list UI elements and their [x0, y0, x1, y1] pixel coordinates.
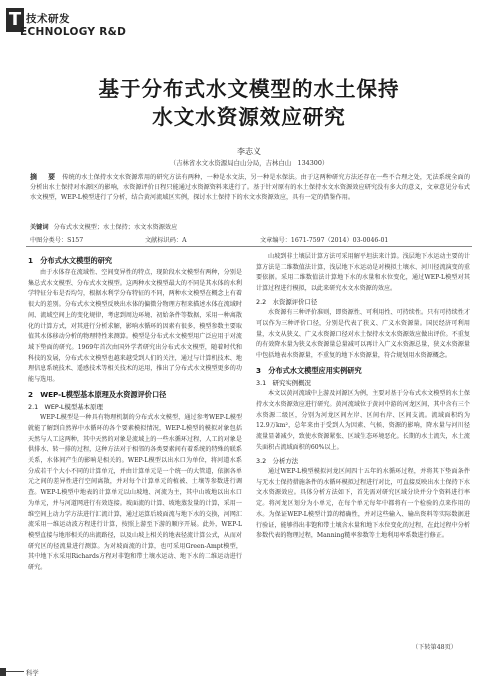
author-affiliation: （吉林省水文水资源局白山分局，吉林白山 134300） — [169, 159, 329, 167]
document-code: 文献标识码：A — [145, 237, 187, 244]
journal-header — [0, 0, 498, 40]
article-number: 文章编号：1671-7597（2014）03-0046-01 — [260, 237, 389, 244]
right-column — [256, 252, 470, 542]
subsection-heading-2-2: 2.2 水资源评价口径 — [256, 297, 318, 306]
section-heading-3: 3 分布式水文模型应用实例研究 — [256, 365, 362, 375]
keywords — [30, 222, 470, 231]
article-meta — [30, 235, 470, 244]
paragraph: 由于水体存在流域性、空间变异性的特点，现阶段水文模型有两种，分别是集总式水文模型、分布式水文模型。这两种水文模型最大的不同是其水体的水利学特征分布是否均匀，根据水利学分布特征的不同，两种水文模型在概念上有着很大的差别。分布式水文模型反映出水体的偏微分物理方程来描述水体在流域时间、流域空间上的变化规律，考虑到周边环境、初始条件等数据，采用一种离散化的计算方式，对其进行分析求解，影响水循环的因素有很多，模型参数主要取值其水体移动分析的物理特性来测算。模型是分布式水文模型用广泛应用于对流域下垫面的研究。1969年首次由国外学者研究出分布式水文模型，随着时代和科技的发展，分布式水文模型也越来越受到人们的关注，通过与计算机技术、地理信息系统技术、遥感技术等相关技术的运用，推出了分布式水文模型更多的功能与选用。 — [28, 269, 242, 384]
paragraph: 本文以黄河流域中上游及河源区为例，主要对基于分布式水文模型的水土保持水文水资源效应进行研究。黄河流域位于黄河中游的河龙区间，其中含有三个水资源二级区，分别为河龙区间左岸、区间右岸、区间支流。流域面积约为12.9万km²，总年来由于受到人为因素、气候、资源的影响，降水量与河川径流量显著减少，致使水资源紧张、区域生态环境恶化。长期的水土流失，水土流失面积占流域面积的60%以上。 — [256, 390, 470, 451]
clc-number: 中图分类号：S157 — [30, 237, 84, 244]
article-title-line2: 水文水资源效应研究 — [152, 105, 346, 129]
subsection-heading-3-2: 3.2 分析方法 — [256, 456, 299, 465]
subsection-heading-2-1: 2.1 WEP-L模型基本原理 — [28, 402, 103, 411]
paragraph: 水资源有三种评价准则，即资源性、可利用性、可持续性。只有可持续性才可以作为三种评价口径，分别是代表了狭义、广义水资源量。国民经济可利用量，水文从狭义、广义水资源口径对水土保持水文水资源效应做出评价。不重复的有效降水量为狭义水资源量总量减可以再计入广义水资源总量，狭义水资源量中包括地表水资源量，不重复的地下水资源量，符合规划用水资源概念。 — [256, 309, 470, 360]
journal-logo-icon: T — [6, 8, 24, 32]
abstract-label: 摘 要 — [30, 172, 58, 181]
divider — [26, 246, 472, 247]
paragraph: WEP-L模型是一种具有物理机制的分布式水文模型，通过参考WEP-L模型就能了解到自然界中水循环的各个要素模拟情况，WEP-L模型的模拟对象包括天然与人工这两种，其中天然的对象是流域上的一些水循环过程，人工的对象是供排水、转一排的过程，这种方法对于相邻的各类要素间有着系统的特殊的联系关系，水体间产生的影响是相关的。WEP-L模型以出水口为单位，将河道水系分成若干个大小不同的计算单元，并由计算单元是一个统一的大管道，依据各单元之间的差异性进行空间离散，并对每个计算单元的植被、土壤等参数进行调查。WEP-L模型中地表的计算单元以山坡地、河流为主，其中山坡地以出水口为单元，并与河道网进行有效连接。坡面流的计算、坡地蒸发量的计算，采用一维空间上动力学方法进行汇流计算，通过运算后坡面流与地下水的交换，河网汇流采用一维运动波方程进行计算，按照上游至下游的顺序开展。此外，WEP-L模型直接与地形相关的出流路径，以及山坡上相关的地表径流计算公式，从而对研究区的径流量进行测算。为对坡面流的计算，也可采用Green-Ampt模型，其中地下水采用Richards方程对非饱和带土壤水运动、地下水的二维运动进行研究。 — [28, 414, 242, 572]
magazine-cn-name: 技术研发 — [26, 13, 70, 25]
keywords-text: 分布式水文模型；水土保持；水文水资源效应 — [53, 224, 178, 231]
magazine-en-name: ECHNOLOGY R&D — [20, 26, 127, 38]
keywords-label: 关键词 — [30, 224, 49, 231]
abstract-text: 传统的水土保持水文水资源常用的研究方法有两种，一种是水文法，另一种是水保法。由于这两种研究方法还存在一些不合理之处，无法系统全面的分析出水土保持对水源区的影响，水资源评价日程只能通过水资源资料来进行了。基于针对原有的水土保持水文水资源效应研究没有多大的意义，文章意见分布式水文模型，WEP-L模型进行了分析，结合黄河流域区实例，探讨水土保持下的水文水资源效应，具有一定的借鉴作用。 — [30, 174, 471, 201]
paragraph: 山坡到非土壤层计算方法可采用解平坦法来计算。浅层地下水运动主要的计算方法是二维数值法计算，浅层地下水运动是对模拟土壤水、河川径流演变的重要依据。采用二维数值法计算地下水的水量和水位变化，通过WEP-L模型对其计算过程进行模拟，以此来研究水文水资源的效应。 — [256, 253, 470, 293]
paragraph: 通过WEP-L模型模拟河龙区间四十五年的水循环过程，并将其下垫面条件与无水土保持措施条件的水循环模拟过程进行对比，可直接反映出水土保持下水文水资源效应。具体分析方法如下，首先需对研究区域分块并分个资料进行率定。将河龙区划分为小单元，在每个单元每年中都将有一个检验的点来作用的水。为保证WEP-L模型计算的精确性，并对这些输入、输出资料等实际数据进行验证，能够得出非饱和带土壤含水量和地下水位变化的过程，在此过程中分析参数代表的物理过程，Manning糙率参数等土地利用率系数进行修正。 — [256, 468, 470, 540]
footer-rule — [6, 671, 24, 672]
continued-note: （下转第48页） — [412, 644, 457, 651]
left-column — [28, 252, 242, 574]
author-name: 李志义 — [237, 147, 261, 156]
article-title-line1: 基于分布式水文模型的水土保持 — [98, 77, 400, 101]
abstract — [30, 172, 470, 203]
subsection-heading-3-1: 3.1 研究实例概况 — [256, 378, 311, 387]
footer-label: 科学 — [26, 669, 39, 677]
section-heading-1: 1 分布式水文模型的研究 — [28, 256, 113, 265]
footer-mark-icon — [0, 668, 6, 676]
section-heading-2: 2 WEP-L模型基本原理及水资源评价口径 — [28, 389, 167, 399]
